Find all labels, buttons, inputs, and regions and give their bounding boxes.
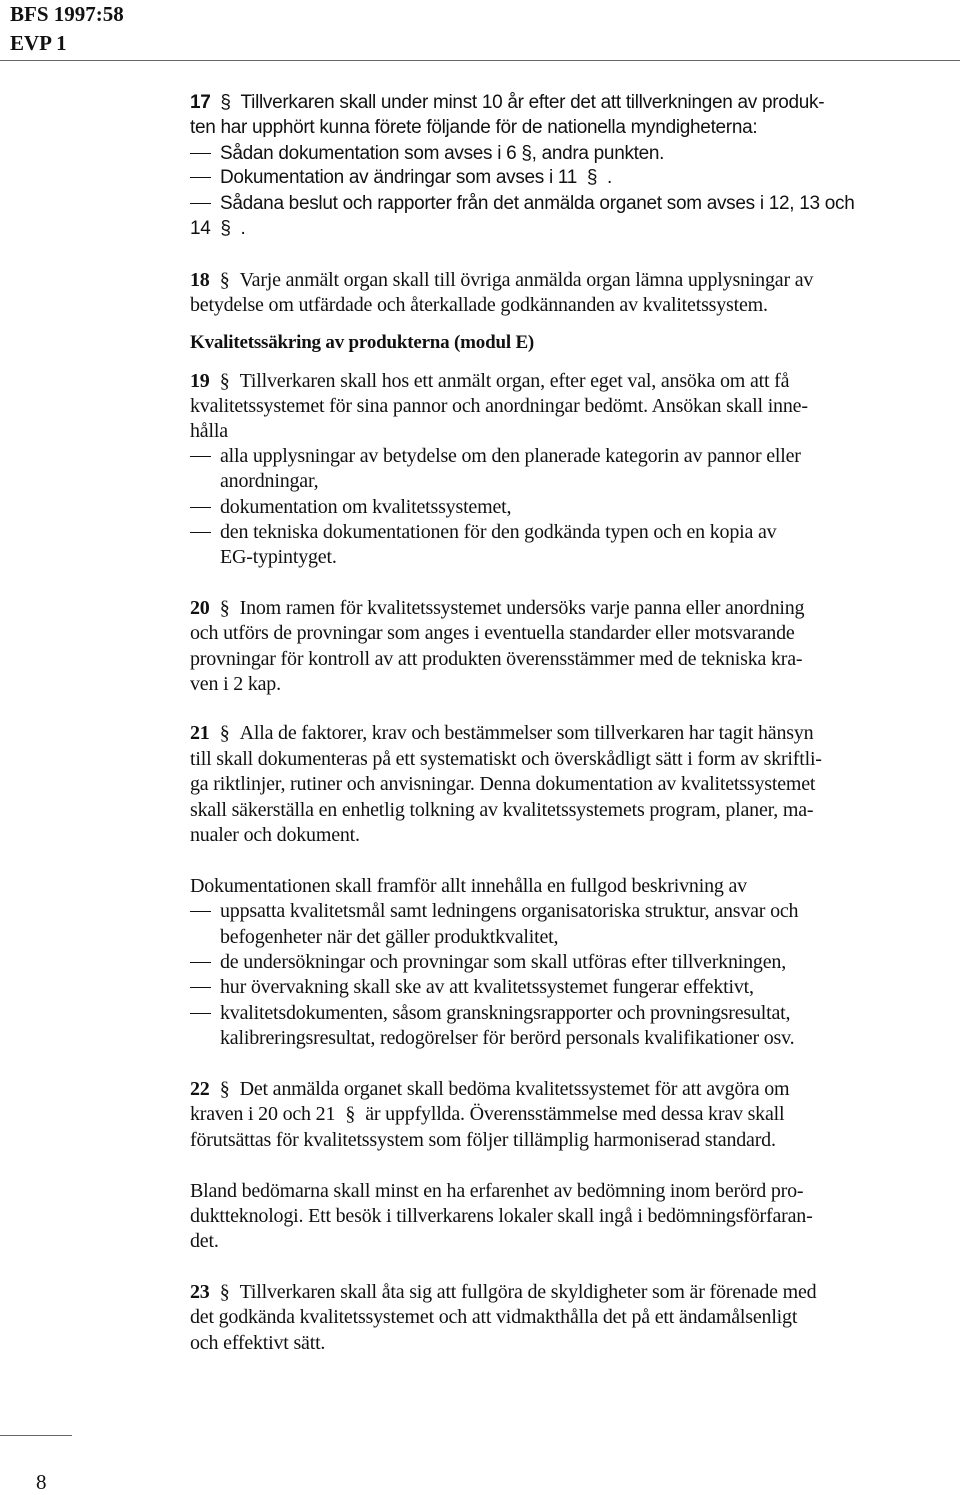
section-symbol: § xyxy=(219,1281,230,1303)
documentation-item-3: hur övervakning skall ske av att kvalitetssystemet fungerar effektivt, xyxy=(220,976,754,998)
dash-bullet xyxy=(190,911,211,912)
section-number: 23 xyxy=(190,1281,210,1303)
section-19-line-1: 19 § Tillverkaren skall hos ett anmält organ, efter eget val, ansöka om att få xyxy=(190,370,790,392)
section-21-line-1: 21 § Alla de faktorer, krav och bestämmelser som tillverkaren har tagit hänsyn xyxy=(190,722,814,744)
documentation-item-1: uppsatta kvalitetsmål samt ledningens organisatoriska struktur, ansvar och xyxy=(220,900,799,922)
section-number: 22 xyxy=(190,1078,210,1100)
section-symbol: § xyxy=(219,722,230,744)
page-number: 8 xyxy=(36,1470,47,1494)
dash-bullet xyxy=(190,507,211,508)
section-18-line-2: betydelse om utfärdade och återkallade godkännanden av kvalitetssystem. xyxy=(190,294,768,316)
section-20-line-3: provningar för kontroll av att produkten överensstämmer med de tekniska kra- xyxy=(190,648,803,670)
section-22-line-1: 22 § Det anmälda organet skall bedöma kvalitetssystemet för att avgöra om xyxy=(190,1078,790,1100)
documentation-intro: Dokumentationen skall framför allt innehålla en fullgod beskrivning av xyxy=(190,875,747,897)
dash-bullet xyxy=(190,456,211,457)
assessors-paragraph-line-3: det. xyxy=(190,1230,219,1252)
section-23-line-1: 23 § Tillverkaren skall åta sig att fullgöra de skyldigheter som är förenade med xyxy=(190,1281,817,1303)
section-19-item-1-cont: anordningar, xyxy=(220,470,319,492)
section-19-line-2: kvalitetssystemet för sina pannor och anordningar bedömt. Ansökan skall inne- xyxy=(190,395,808,417)
dash-bullet xyxy=(190,203,211,204)
section-number: 18 xyxy=(190,269,210,291)
section-21-line-2: till skall dokumenteras på ett systematiskt och överskådligt sätt i form av skriftli- xyxy=(190,748,822,770)
section-symbol: § xyxy=(219,269,230,291)
section-number: 19 xyxy=(190,370,210,392)
section-symbol: § xyxy=(219,597,230,619)
document-code: EVP 1 xyxy=(10,31,67,55)
documentation-item-1-cont: befogenheter när det gäller produktkvalitet, xyxy=(220,926,559,948)
section-21-line-3: ga riktlinjer, rutiner och anvisningar. Denna dokumentation av kvalitetssystemet xyxy=(190,773,816,795)
section-20-line-1: 20 § Inom ramen för kvalitetssystemet undersöks varje panna eller anordning xyxy=(190,597,805,619)
dash-bullet xyxy=(190,1013,211,1014)
assessors-paragraph-line-1: Bland bedömarna skall minst en ha erfarenhet av bedömning inom berörd pro- xyxy=(190,1180,804,1202)
dash-bullet xyxy=(190,153,211,154)
assessors-paragraph-line-2: duktteknologi. Ett besök i tillverkarens lokaler skall ingå i bedömningsförfaran- xyxy=(190,1205,813,1227)
section-19-item-3: den tekniska dokumentationen för den godkända typen och en kopia av xyxy=(220,521,777,543)
section-20-line-2: och utförs de provningar som anges i eventuella standarder eller motsvarande xyxy=(190,622,795,644)
footer-rule xyxy=(0,1435,72,1436)
documentation-item-4-cont: kalibreringsresultat, redogörelser för berörd personals kvalifikationer osv. xyxy=(220,1027,795,1049)
section-22-line-3: förutsättas för kvalitetssystem som följer tillämplig harmoniserad standard. xyxy=(190,1129,776,1151)
documentation-item-2: de undersökningar och provningar som skall utföras efter tillverkningen, xyxy=(220,951,787,973)
dash-bullet xyxy=(190,987,211,988)
section-17-item-3-cont: 14 § . xyxy=(190,218,246,239)
section-19-line-3: hålla xyxy=(190,420,228,442)
section-symbol: § xyxy=(220,92,231,113)
dash-bullet xyxy=(190,532,211,533)
section-17-item-2: Dokumentation av ändringar som avses i 11 § . xyxy=(220,167,612,188)
section-20-line-4: ven i 2 kap. xyxy=(190,673,281,695)
section-23-line-2: det godkända kvalitetssystemet och att vidmakthålla det på ett ändamålsenligt xyxy=(190,1306,798,1328)
section-number: 21 xyxy=(190,722,210,744)
section-18-line-1: 18 § Varje anmält organ skall till övriga anmälda organ lämna upplysningar av xyxy=(190,269,814,291)
section-22-line-2: kraven i 20 och 21 § är uppfyllda. Överensstämmelse med dessa krav skall xyxy=(190,1103,785,1125)
section-19-item-3-cont: EG-typintyget. xyxy=(220,546,337,568)
section-number: 20 xyxy=(190,597,210,619)
section-17-line-2: ten har upphört kunna förete följande för de nationella myndigheterna: xyxy=(190,117,758,138)
section-17-line-1: 17 § Tillverkaren skall under minst 10 år efter det att tillverkningen av produk- xyxy=(190,92,825,113)
section-21-line-5: nualer och dokument. xyxy=(190,824,360,846)
section-21-line-4: skall säkerställa en enhetlig tolkning av kvalitetssystemets program, planer, ma- xyxy=(190,799,814,821)
header-rule xyxy=(0,60,960,61)
dash-bullet xyxy=(190,962,211,963)
section-17-item-3: Sådana beslut och rapporter från det anmälda organet som avses i 12, 13 och xyxy=(220,193,855,214)
document-header xyxy=(10,0,124,58)
dash-bullet xyxy=(190,177,211,178)
section-17-item-1: Sådan dokumentation som avses i 6 §, andra punkten. xyxy=(220,143,665,164)
section-23-line-3: och effektivt sätt. xyxy=(190,1332,326,1354)
section-symbol: § xyxy=(219,370,230,392)
section-19-item-1: alla upplysningar av betydelse om den planerade kategorin av pannor eller xyxy=(220,445,801,467)
section-number: 17 xyxy=(190,92,211,113)
section-symbol: § xyxy=(219,1078,230,1100)
documentation-item-4: kvalitetsdokumenten, såsom granskningsrapporter och provningsresultat, xyxy=(220,1002,791,1024)
document-reference: BFS 1997:58 xyxy=(10,2,124,26)
subheading: Kvalitetssäkring av produkterna (modul E) xyxy=(190,332,535,353)
section-19-item-2: dokumentation om kvalitetssystemet, xyxy=(220,496,512,518)
